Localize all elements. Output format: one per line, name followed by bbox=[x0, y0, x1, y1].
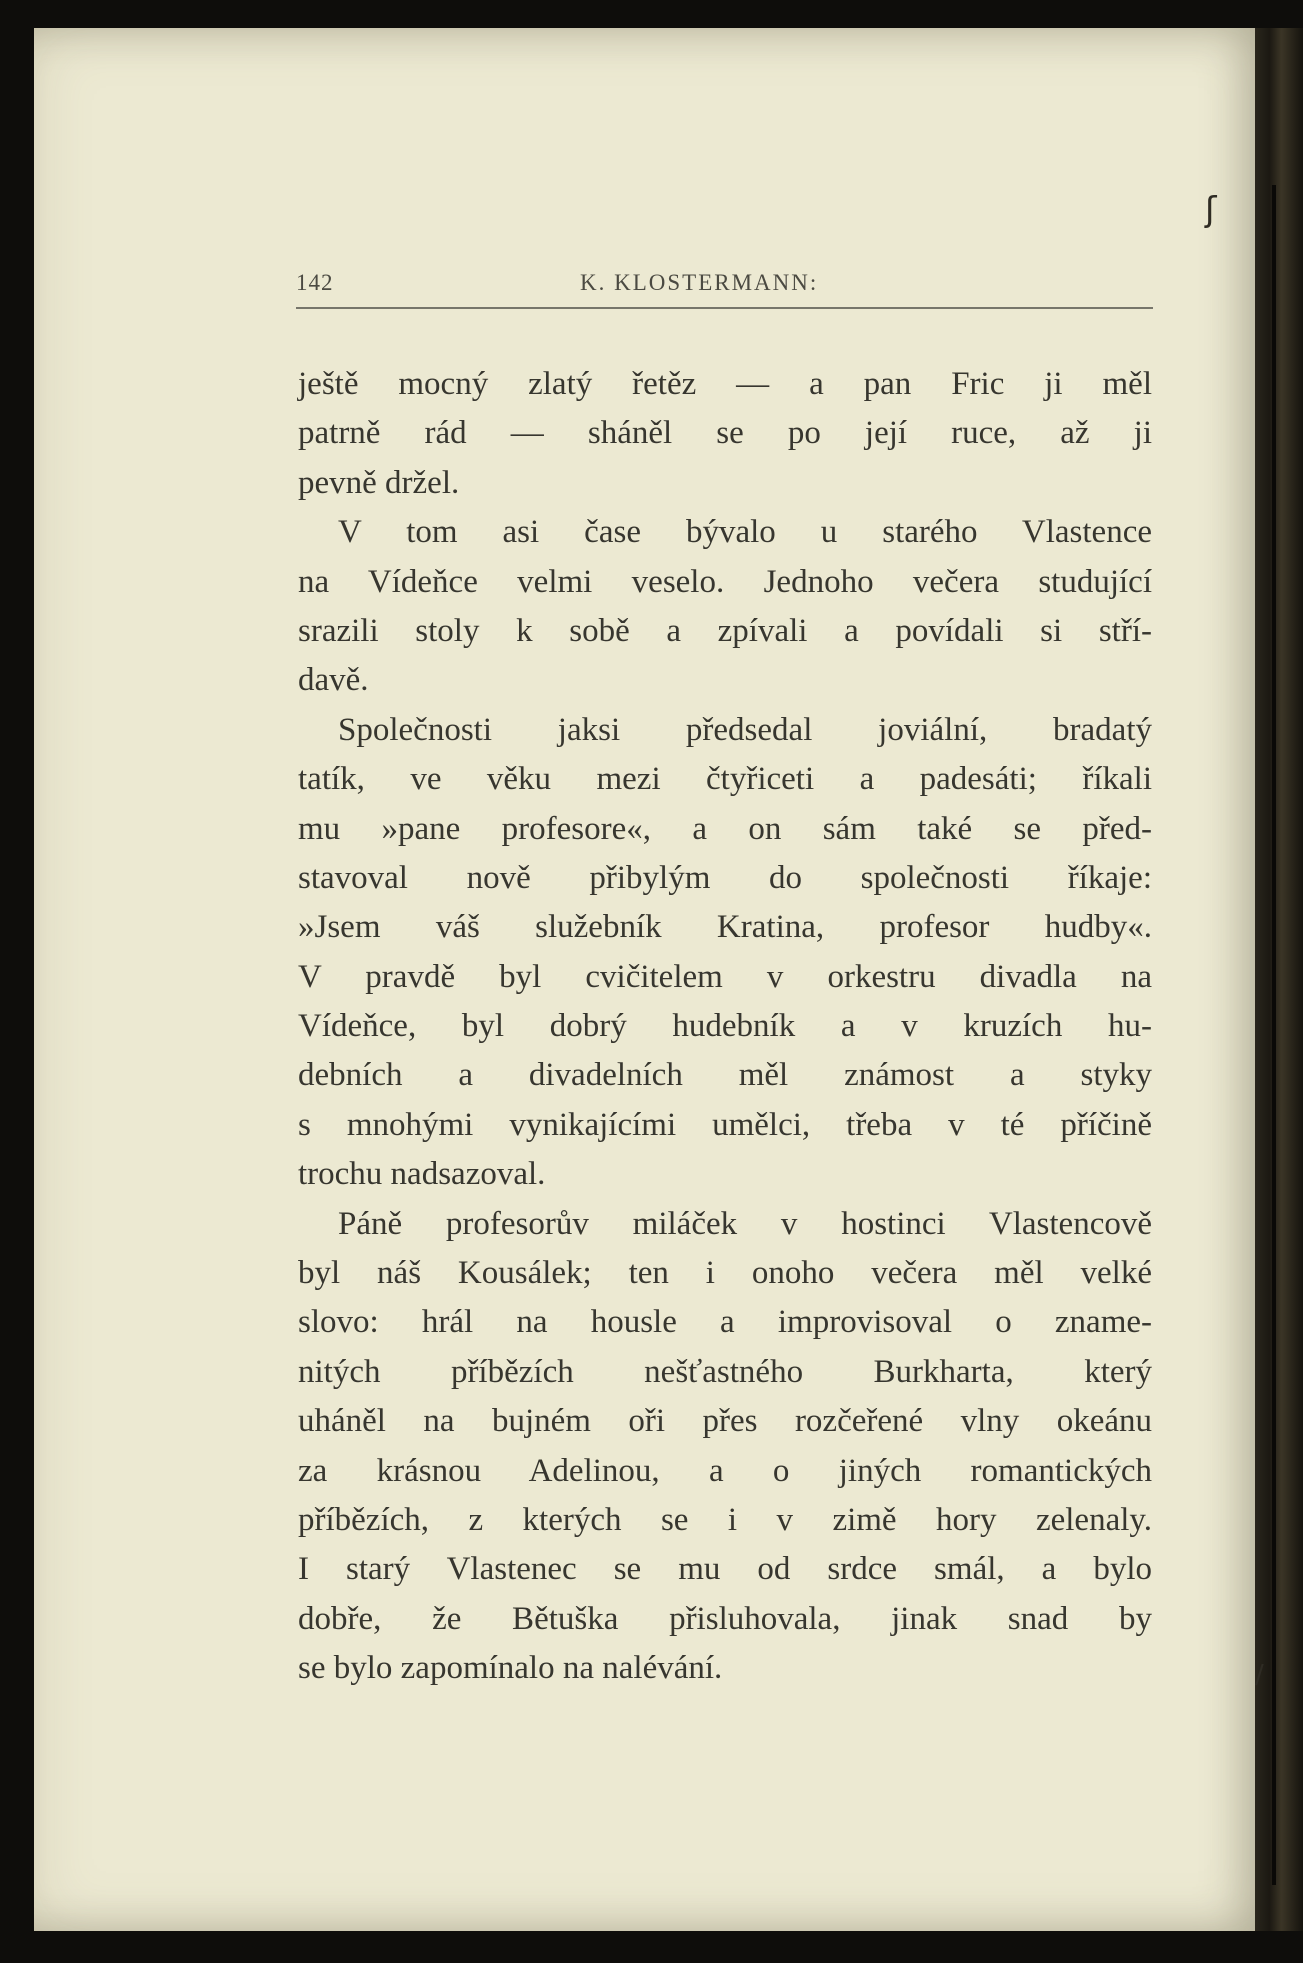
text-line: Společnosti jaksi předsedal joviální, bradatý bbox=[338, 711, 1152, 748]
text-line: V tom asi čase bývalo u starého Vlastence bbox=[338, 514, 1152, 551]
page-number: 142 bbox=[296, 270, 334, 295]
text-line: nitých příbězích nešťastného Burkharta, který bbox=[298, 1353, 1152, 1390]
text-line: stavoval nově přibylým do společnosti říkaje: bbox=[298, 859, 1152, 896]
text-line: »Jsem váš služebník Kratina, profesor hudby«. bbox=[298, 909, 1152, 946]
text-line: srazili stoly k sobě a zpívali a povídali si stří- bbox=[298, 612, 1152, 649]
binding-edge bbox=[1272, 185, 1276, 1885]
body-text bbox=[298, 360, 1152, 1694]
margin-mark: ʃ bbox=[1205, 190, 1217, 230]
text-line: slovo: hrál na housle a improvisoval o zname- bbox=[298, 1304, 1152, 1341]
header-rule bbox=[296, 307, 1153, 309]
text-line: byl náš Kousálek; ten i onoho večera měl velké bbox=[298, 1255, 1152, 1292]
text-line: s mnohými vynikajícími umělci, třeba v té příčině bbox=[298, 1106, 1152, 1143]
text-line: na Vídeňce velmi veselo. Jednoho večera studující bbox=[298, 563, 1152, 600]
book-gutter bbox=[1255, 28, 1303, 1931]
text-line: se bylo zapomínalo na nalévání. bbox=[298, 1650, 723, 1687]
text-line: Páně profesorův miláček v hostinci Vlastencově bbox=[338, 1205, 1152, 1242]
text-line: patrně rád — sháněl se po její ruce, až ji bbox=[298, 415, 1152, 452]
text-line: V pravdě byl cvičitelem v orkestru divadla na bbox=[298, 958, 1152, 995]
text-line: pevně držel. bbox=[298, 464, 460, 501]
text-line: za krásnou Adelinou, a o jiných romantických bbox=[298, 1452, 1152, 1489]
text-line: I starý Vlastenec se mu od srdce smál, a bylo bbox=[298, 1551, 1152, 1588]
text-line: uháněl na bujném oři přes rozčeřené vlny okeánu bbox=[298, 1403, 1152, 1440]
text-line: dobře, že Bětuška přisluhovala, jinak snad by bbox=[298, 1600, 1152, 1637]
text-line: debních a divadelních měl známost a styky bbox=[298, 1057, 1152, 1094]
text-line: mu »pane profesore«, a on sám také se před- bbox=[298, 810, 1152, 847]
text-line: příbězích, z kterých se i v zimě hory zelenaly. bbox=[298, 1501, 1152, 1538]
running-title: K. KLOSTERMANN: bbox=[580, 270, 819, 295]
text-line: tatík, ve věku mezi čtyřiceti a padesáti; říkali bbox=[298, 761, 1152, 798]
margin-mark: / bbox=[1255, 1660, 1264, 1690]
text-line: davě. bbox=[298, 662, 369, 699]
text-line: trochu nadsazoval. bbox=[298, 1156, 546, 1193]
text-line: Vídeňce, byl dobrý hudebník a v kruzích hu- bbox=[298, 1008, 1152, 1045]
page-header bbox=[296, 270, 1153, 310]
text-line: ještě mocný zlatý řetěz — a pan Fric ji měl bbox=[298, 366, 1152, 402]
